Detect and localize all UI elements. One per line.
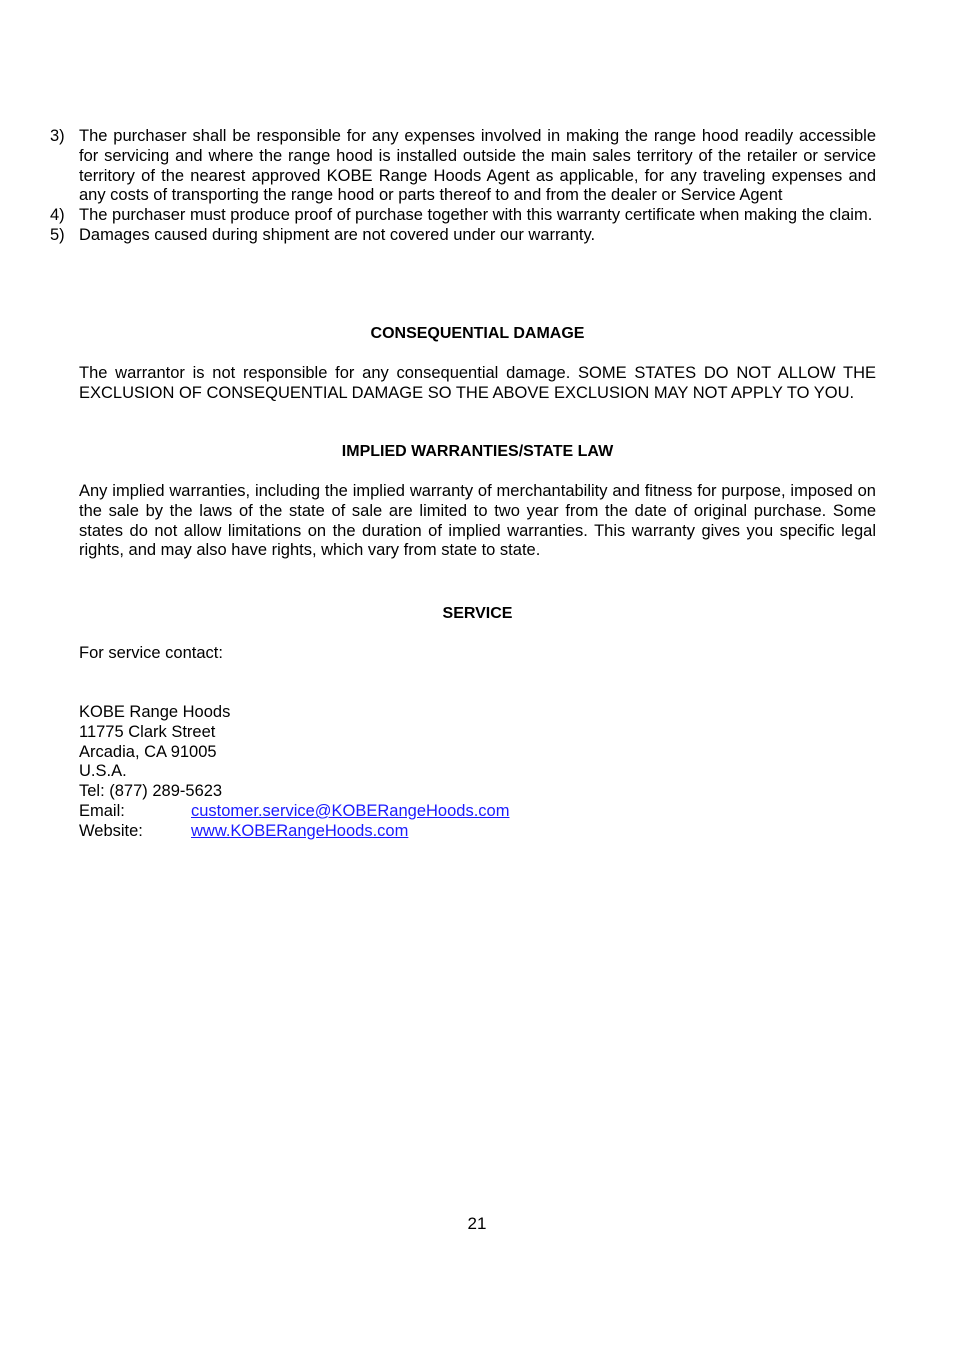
city-state-zip: Arcadia, CA 91005	[79, 742, 217, 761]
list-item	[50, 206, 876, 226]
item-text: Damages caused during shipment are not covered under our warranty.	[79, 225, 596, 244]
country: U.S.A.	[79, 762, 127, 781]
email-row	[79, 802, 509, 822]
email-label: Email:	[79, 801, 125, 820]
item-number: 4)	[50, 206, 65, 225]
email-link[interactable]: customer.service@KOBERangeHoods.com	[191, 801, 510, 820]
consequential-heading: CONSEQUENTIAL DAMAGE	[370, 325, 585, 342]
list-item	[50, 226, 876, 246]
item-number: 3)	[50, 127, 65, 145]
warranty-terms-list	[50, 127, 876, 246]
telephone: Tel: (877) 289-5623	[79, 782, 223, 801]
company-name: KOBE Range Hoods	[79, 703, 231, 721]
list-item	[50, 127, 876, 206]
item-number: 5)	[50, 225, 65, 244]
service-heading: SERVICE	[442, 605, 513, 622]
website-row	[79, 822, 509, 842]
page-number: 21	[467, 1214, 487, 1233]
implied-paragraph: Any implied warranties, including the implied warranty of merchantability and fitness for purpose, imposed on the sale by the laws of the state of sale are limited to two year from the date of original purchase. Some states do not allow limitations on the duration of implied warranties. This warranty gives you specific legal rights, and may also have rights, which vary from state to state.	[79, 482, 876, 560]
website-link[interactable]: www.KOBERangeHoods.com	[191, 821, 409, 840]
implied-heading: IMPLIED WARRANTIES/STATE LAW	[341, 443, 614, 460]
item-text: The purchaser shall be responsible for any expenses involved in making the range hood readily accessible for servicing and where the range hood is installed outside the main sales territory of the retailer or service territory of the nearest approved KOBE Range Hoods Agent as applicable, for any traveling expenses and any costs of transporting the range hood or parts thereof to and from the dealer or Service Agent	[79, 127, 876, 205]
website-label: Website:	[79, 821, 143, 840]
item-text: The purchaser must produce proof of purchase together with this warranty certificate when making the claim.	[79, 206, 873, 225]
consequential-paragraph: The warrantor is not responsible for any consequential damage. SOME STATES DO NOT ALLOW THE EXCLUSION OF CONSEQUENTIAL DAMAGE SO THE ABOVE EXCLUSION MAY NOT APPLY TO YOU.	[79, 364, 876, 402]
service-intro: For service contact:	[79, 644, 223, 662]
service-address	[79, 703, 509, 842]
street-address: 11775 Clark Street	[79, 722, 216, 741]
